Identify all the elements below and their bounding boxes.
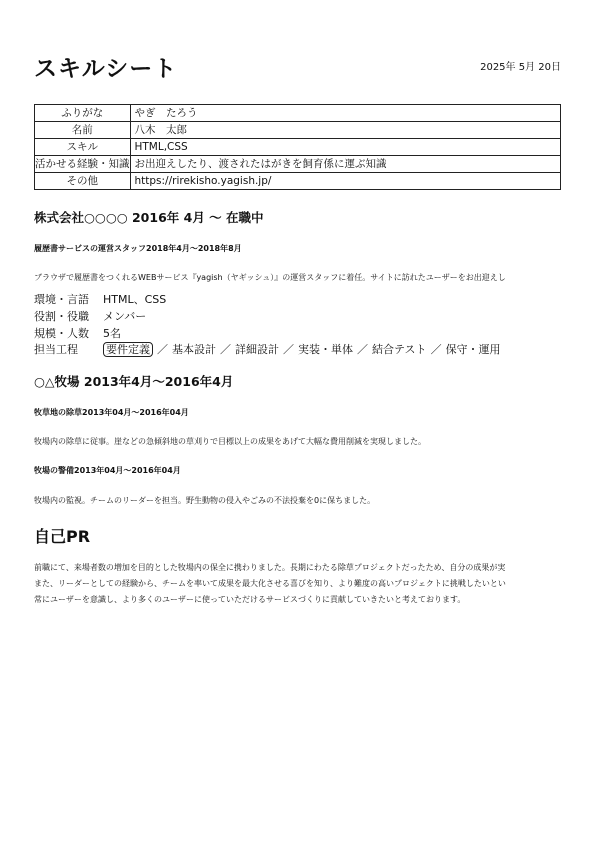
job1-project-title: 履歴書サービスの運営スタッフ2018年4月〜2018年8月 [34, 244, 242, 253]
process-step-basic-design: 基本設計 [172, 343, 216, 356]
job1-role [34, 308, 146, 324]
profile-label-name: 名前 [35, 122, 131, 139]
profile-value-furigana: やぎ たろう [130, 105, 561, 122]
environment-value: HTML、CSS [103, 293, 167, 306]
self-pr-heading: 自己PR [34, 527, 91, 546]
table-row [35, 173, 561, 190]
profile-label-other: その他 [35, 173, 131, 190]
self-pr-line: 前職にて、来場者数の増加を目的とした牧場内の保全に携わりました。長期にわたる除草プロジェクトだったため、自分の成果が実 [34, 563, 506, 572]
table-row [35, 156, 561, 173]
self-pr-line: 常にユーザーを意識し、より多くのユーザーに使っていただけるサービスづくりに貢献していきたいと考えております。 [34, 595, 466, 604]
document-date: 2025年 5月 20日 [480, 62, 561, 73]
self-pr-line: また、リーダーとしての経験から、チームを率いて成果を最大化させる喜びを知り、より難度の高いプロジェクトに挑戦したいとい [34, 579, 506, 588]
profile-value-experience: お出迎えしたり、渡されたはがきを飼育係に運ぶ知識 [130, 156, 561, 173]
profile-label-furigana: ふりがな [35, 105, 131, 122]
job2-project1-description: 牧場内の除草に従事。崖などの急傾斜地の草刈りで目標以上の成果をあげて大幅な費用削減を実現しました。 [34, 437, 426, 446]
profile-value-name: 八木 太郎 [130, 122, 561, 139]
page-title: スキルシート [34, 56, 178, 82]
job1-process [34, 341, 501, 357]
table-row [35, 139, 561, 156]
job2-project1-title: 牧草地の除草2013年04月〜2016年04月 [34, 408, 189, 417]
process-step-implementation: 実装・単体 [298, 343, 353, 356]
profile-value-skill: HTML,CSS [130, 139, 561, 156]
process-step-requirements: 要件定義 [103, 342, 153, 357]
profile-label-skill: スキル [35, 139, 131, 156]
job1-heading: 株式会社○○○○ 2016年 4月 〜 在職中 [34, 210, 264, 225]
environment-label: 環境・言語 [34, 293, 89, 306]
process-step-maintenance: 保守・運用 [445, 343, 501, 356]
role-value: メンバー [103, 310, 147, 323]
process-step-detail-design: 詳細設計 [235, 343, 279, 356]
job1-environment [34, 291, 166, 307]
role-label: 役割・役職 [34, 310, 89, 323]
job2-project2-title: 牧場の警備2013年04月〜2016年04月 [34, 466, 181, 475]
scale-value: 5名 [103, 327, 121, 340]
profile-value-other: https://rirekisho.yagish.jp/ [130, 173, 561, 190]
process-separator: ／ [157, 343, 168, 356]
table-row [35, 105, 561, 122]
job2-project2-description: 牧場内の監視。チームのリーダーを担当。野生動物の侵入やごみの不法投棄を0に保ちました。 [34, 496, 376, 505]
scale-label: 規模・人数 [34, 327, 89, 340]
job2-heading: ○△牧場 2013年4月〜2016年4月 [34, 374, 234, 389]
job1-project-description: ブラウザで履歴書をつくれるWEBサービス『yagish（ヤギッシュ）』の運営スタッフに着任。サイトに訪れたユーザーをお出迎えし [34, 273, 506, 282]
process-separator: ／ [220, 343, 231, 356]
process-separator: ／ [430, 343, 442, 356]
process-step-integration-test: 結合テスト [372, 343, 427, 356]
job1-scale [34, 325, 121, 341]
process-label: 担当工程 [34, 343, 78, 356]
table-row [35, 122, 561, 139]
process-separator: ／ [357, 343, 368, 356]
profile-table [34, 104, 561, 190]
process-separator: ／ [283, 343, 294, 356]
profile-label-experience: 活かせる経験・知識 [35, 156, 131, 173]
